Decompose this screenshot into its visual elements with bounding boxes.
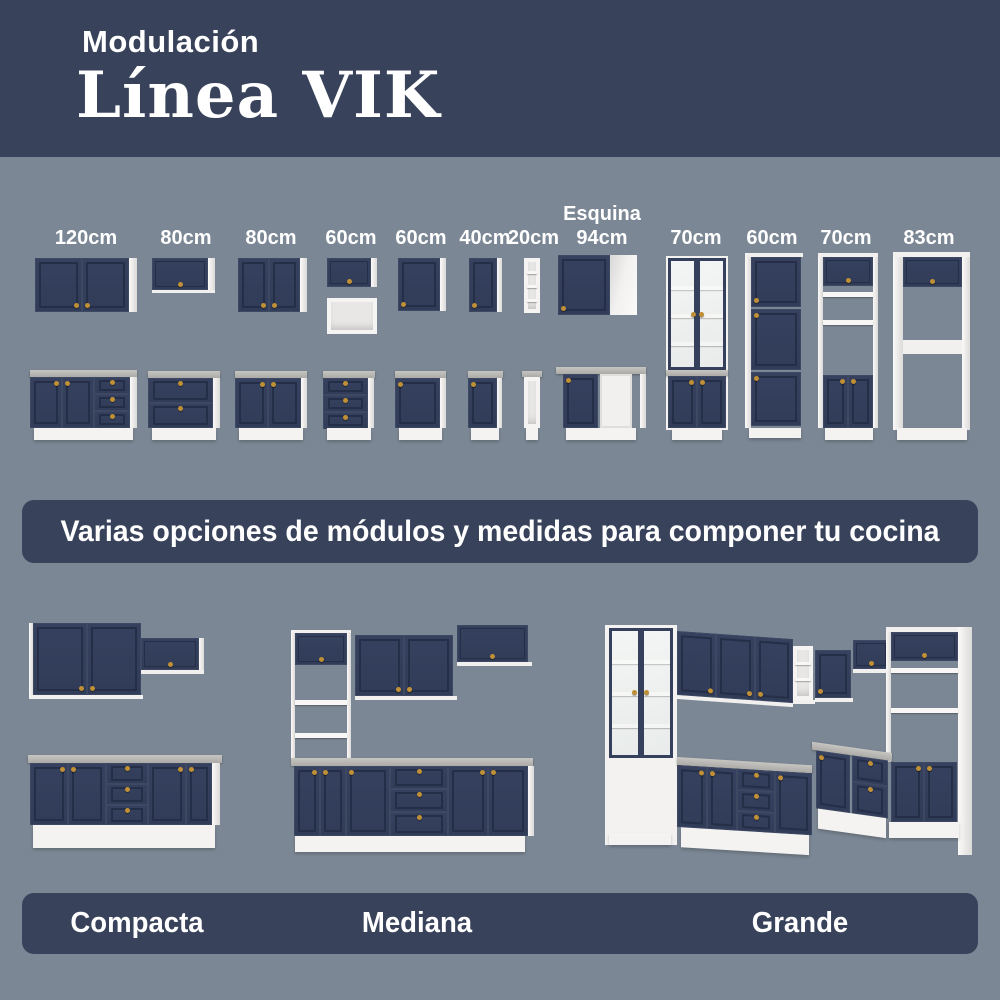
- wall-door: [716, 634, 755, 701]
- wall-door: [398, 258, 440, 311]
- mid-rail: [903, 340, 962, 354]
- wall-door: [404, 635, 453, 696]
- base-door: [346, 766, 390, 836]
- module-label-40cm: 40cm: [459, 227, 511, 249]
- base-door: [816, 750, 850, 813]
- wall-flip-door: [141, 638, 199, 670]
- cabinet-side: [371, 258, 377, 287]
- base-door: [924, 762, 957, 822]
- cabinet-bottom: [152, 290, 215, 293]
- drawer: [106, 763, 148, 784]
- wall-door: [469, 258, 497, 312]
- corner-base-door: [563, 374, 598, 428]
- flip-door: [903, 257, 962, 287]
- corner-open-shelves: [793, 646, 813, 700]
- base-door: [148, 763, 186, 825]
- header-subtitle: Modulación: [82, 24, 260, 59]
- wall-door: [238, 258, 269, 312]
- shelf: [823, 320, 873, 325]
- knob: [644, 690, 649, 695]
- plinth: [33, 825, 215, 848]
- open-base: [524, 377, 540, 428]
- wall-door: [87, 623, 141, 695]
- corner-wall-door: [558, 255, 610, 315]
- cabinet-side: [213, 378, 220, 428]
- base-door: [677, 765, 707, 829]
- page-title: Línea VIK: [76, 58, 441, 133]
- open-shelf-box: [327, 298, 377, 334]
- cabinet-bottom: [793, 700, 815, 704]
- banner: [22, 500, 978, 563]
- wall-door: [269, 258, 300, 312]
- cabinet-side: [893, 257, 903, 430]
- base-door: [468, 378, 497, 428]
- plinth: [609, 833, 671, 845]
- drawer: [852, 781, 888, 818]
- module-label-80cm-a: 80cm: [160, 227, 212, 249]
- cabinet-bottom: [815, 698, 853, 702]
- wall-door: [33, 623, 87, 695]
- drawer: [323, 412, 368, 429]
- wall-door: [755, 636, 793, 703]
- shelf: [295, 733, 347, 738]
- cabinet-side: [301, 378, 307, 428]
- countertop: [556, 367, 646, 374]
- countertop: [468, 371, 503, 378]
- shelf: [823, 292, 873, 297]
- base-door: [697, 376, 726, 428]
- cabinet-side: [440, 258, 446, 311]
- countertop: [30, 370, 137, 377]
- cabinet-side: [962, 257, 970, 430]
- plinth: [566, 428, 636, 440]
- drawer: [390, 766, 448, 789]
- wall-flip-door: [457, 625, 528, 662]
- cabinet-side: [497, 258, 502, 312]
- plinth: [327, 428, 371, 440]
- cabinet-side: [368, 378, 374, 428]
- cabinet-bottom: [457, 662, 532, 666]
- module-label-70cm-a: 70cm: [670, 227, 722, 249]
- wall-run-left: [677, 631, 793, 709]
- cabinet-side: [873, 257, 878, 428]
- plinth: [672, 428, 722, 440]
- drawer: [94, 411, 130, 428]
- base-door: [668, 376, 697, 428]
- header: [0, 0, 1000, 157]
- wall-flip-door: [152, 258, 208, 290]
- base-door: [30, 377, 62, 428]
- corner-blind-panel: [600, 374, 632, 428]
- plinth: [897, 428, 967, 440]
- drawer: [737, 769, 775, 792]
- base-door: [68, 763, 106, 825]
- pantry-door: [751, 257, 801, 307]
- countertop: [235, 371, 307, 378]
- shelf: [527, 285, 537, 288]
- base-run-left: [677, 757, 812, 857]
- flip-door: [891, 632, 958, 661]
- kitchen-label-grande: Grande: [751, 907, 849, 939]
- module-label-60cm-b: 60cm: [395, 227, 447, 249]
- cabinet-side: [129, 258, 137, 312]
- shelf: [891, 708, 958, 713]
- base-door: [775, 771, 812, 835]
- countertop: [28, 755, 222, 763]
- kitchen-size-bar: [22, 893, 978, 954]
- cabinet-side: [208, 258, 215, 290]
- cabinet-side: [212, 763, 220, 825]
- kitchen-label-mediana: Mediana: [361, 907, 473, 939]
- cabinet-side: [640, 374, 646, 428]
- kitchen-label-compacta: Compacta: [70, 907, 204, 939]
- tower-side-panel: [958, 627, 972, 855]
- drawer: [737, 811, 775, 833]
- cabinet-side: [440, 378, 446, 428]
- knob: [691, 312, 696, 317]
- cabinet-side: [497, 378, 502, 428]
- flip-door: [295, 633, 347, 665]
- plinth: [295, 836, 525, 852]
- base-door: [320, 766, 346, 836]
- base-door: [235, 378, 268, 428]
- base-door: [488, 766, 528, 836]
- plinth: [889, 822, 959, 838]
- cabinet-side: [300, 258, 307, 312]
- cabinet-side: [528, 766, 534, 836]
- shelf: [527, 271, 537, 274]
- drawer: [94, 394, 130, 411]
- base-door: [186, 763, 212, 825]
- knob: [632, 690, 637, 695]
- module-label-80cm-b: 80cm: [245, 227, 297, 249]
- drawer: [323, 395, 368, 412]
- base-door: [707, 767, 737, 831]
- wall-door: [355, 635, 404, 696]
- wall-door: [815, 650, 851, 698]
- shelf: [891, 668, 958, 673]
- corner-side-panel: [610, 255, 637, 315]
- drawer: [148, 403, 213, 428]
- flip-door: [823, 257, 873, 286]
- plinth: [239, 428, 303, 440]
- drawer: [148, 378, 213, 403]
- cabinet-side: [347, 633, 351, 760]
- countertop: [395, 371, 446, 378]
- cabinet-side: [199, 638, 204, 670]
- wall-door: [677, 631, 716, 698]
- wall-door: [82, 258, 129, 312]
- module-label-20cm: 20cm: [507, 227, 560, 249]
- base-door: [294, 766, 320, 836]
- plinth: [825, 428, 873, 440]
- module-label-70cm-b: 70cm: [820, 227, 872, 249]
- plinth: [471, 428, 499, 440]
- base-door: [268, 378, 301, 428]
- wall-flip-door: [327, 258, 371, 287]
- module-label-esquina-line1: Esquina: [563, 203, 641, 225]
- drawer: [390, 789, 448, 812]
- base-run-right: [812, 742, 892, 845]
- banner-text: Varias opciones de módulos y medidas para componer tu cocina: [60, 514, 940, 548]
- module-label-60cm-c: 60cm: [746, 227, 798, 249]
- shelf: [295, 700, 347, 705]
- module-label-60cm-a: 60cm: [325, 227, 377, 249]
- knob: [699, 312, 704, 317]
- base-door: [848, 375, 873, 428]
- cabinet-bottom: [29, 695, 143, 699]
- shelf: [795, 662, 811, 665]
- module-label-83cm: 83cm: [903, 227, 955, 249]
- drawer: [94, 377, 130, 394]
- wall-flip-door: [853, 640, 889, 669]
- plinth: [34, 428, 133, 440]
- base-door: [823, 375, 848, 428]
- pantry-door: [751, 309, 801, 370]
- plinth: [749, 428, 801, 438]
- countertop: [291, 758, 533, 766]
- countertop: [323, 371, 375, 378]
- cabinet-bottom: [141, 670, 204, 674]
- cabinet-bottom: [355, 696, 457, 700]
- base-door: [891, 762, 924, 822]
- cabinet-side: [130, 377, 137, 428]
- base-door: [448, 766, 488, 836]
- plinth: [152, 428, 216, 440]
- plinth: [399, 428, 442, 440]
- drawer: [390, 812, 448, 836]
- shelf: [527, 299, 537, 302]
- drawer: [737, 790, 775, 813]
- pantry-door: [751, 372, 801, 426]
- module-label-120cm: 120cm: [54, 227, 118, 249]
- countertop: [148, 371, 220, 378]
- module-label-esquina-line2: 94cm: [576, 227, 628, 249]
- shelf: [795, 678, 811, 681]
- drawer: [106, 784, 148, 805]
- drawer: [323, 378, 368, 395]
- plinth: [526, 428, 538, 440]
- base-door: [395, 378, 440, 428]
- drawer: [106, 805, 148, 825]
- base-door: [30, 763, 68, 825]
- base-door: [62, 377, 94, 428]
- wall-door: [35, 258, 82, 312]
